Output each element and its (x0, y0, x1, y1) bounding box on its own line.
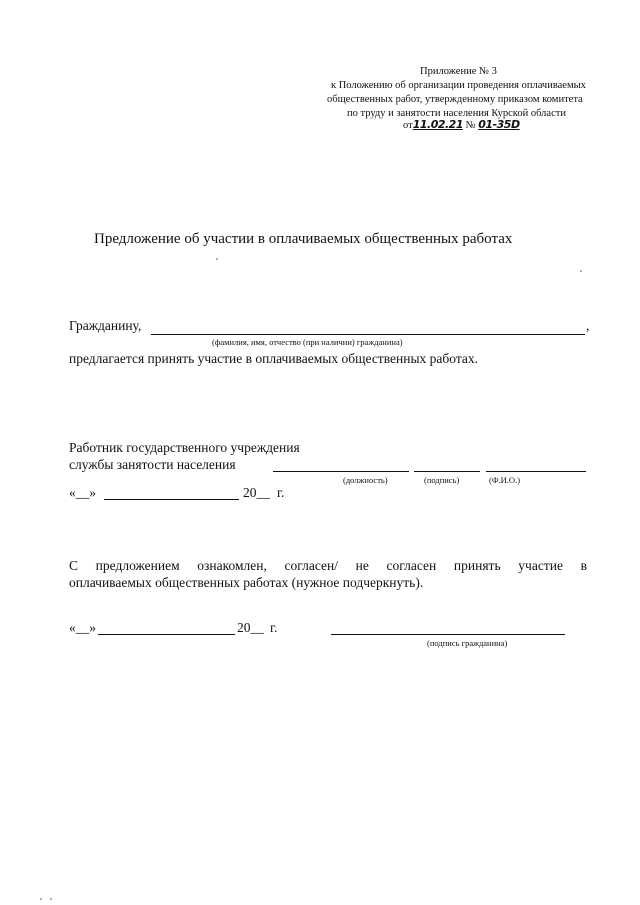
employee-line-2: службы занятости населения (69, 457, 236, 472)
date-prefix: от (403, 120, 413, 131)
order-date-row (403, 119, 520, 133)
acknowledgement-line-2: оплачиваемых общественных работах (нужное подчеркнуть). (69, 575, 424, 590)
employee-date-suffix: г. (277, 485, 285, 500)
employee-date-month-line (104, 499, 239, 500)
citizen-name-line (151, 334, 585, 335)
caption-name: (Ф.И.О.) (489, 475, 521, 485)
citizen-line-comma: , (586, 318, 590, 333)
scan-dot (216, 258, 218, 260)
document-title: Предложение об участии в оплачиваемых общественных работах (94, 231, 513, 247)
appendix-ref-line-2: общественных работ, утвержденному приказом комитета (327, 94, 583, 105)
employee-date-day: «__» (69, 485, 96, 500)
citizen-signature-caption: (подпись гражданина) (427, 638, 508, 648)
citizen-date-day: «__» (69, 620, 96, 635)
scan-dot (50, 898, 52, 900)
acknowledgement-line-1: С предложением ознакомлен, согласен/ не согласен принять участие в (69, 558, 587, 573)
handwritten-number: 01-35D (478, 118, 520, 131)
signature-line (414, 471, 480, 472)
number-sign: № (465, 120, 476, 131)
citizen-caption: (фамилия, имя, отчество (при наличии) гражданина) (212, 337, 403, 347)
caption-position: (должность) (343, 475, 388, 485)
citizen-date-suffix: г. (270, 620, 278, 635)
handwritten-date: 11.02.21 (412, 118, 463, 131)
employee-line-1: Работник государственного учреждения (69, 440, 300, 455)
position-line (273, 471, 409, 472)
appendix-title: Приложение № 3 (420, 66, 497, 77)
appendix-ref-line-1: к Положению об организации проведения оплачиваемых (331, 80, 586, 91)
name-line (486, 471, 586, 472)
caption-signature: (подпись) (424, 475, 460, 485)
citizen-signature-line (331, 634, 565, 635)
citizen-date-month-line (98, 634, 235, 635)
employee-date-year: 20__ (243, 485, 270, 500)
citizen-date-year: 20__ (237, 620, 264, 635)
scan-dot (40, 898, 42, 900)
citizen-label: Гражданину, (69, 318, 142, 333)
offer-text: предлагается принять участие в оплачиваемых общественных работах. (69, 351, 479, 366)
scan-dot (580, 270, 582, 272)
appendix-ref-line-3: по труду и занятости населения Курской области (347, 108, 566, 119)
